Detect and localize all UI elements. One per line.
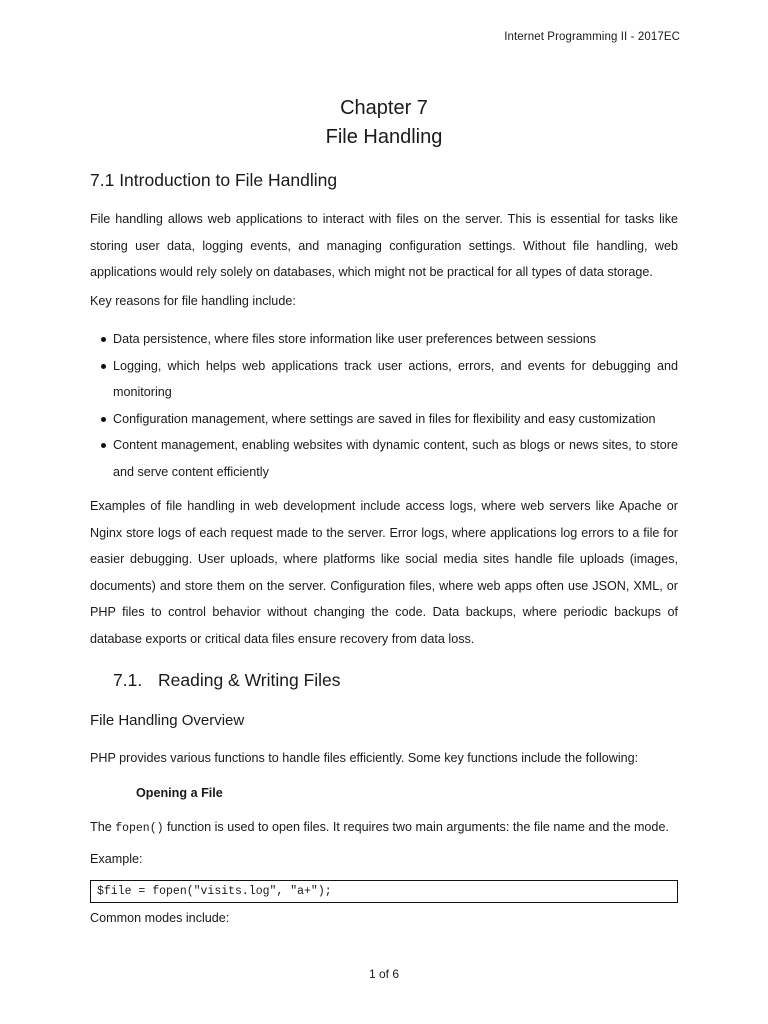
section-number: 7.1. <box>113 670 143 690</box>
common-modes-label: Common modes include: <box>90 911 230 925</box>
list-item-text: Logging, which helps web applications track user actions, errors, and events for debugging and monitoring <box>113 358 678 399</box>
chapter-name: File Handling <box>325 126 443 148</box>
list-item-text: Data persistence, where files store information like user preferences between sessions <box>113 332 596 346</box>
list-item <box>90 326 678 353</box>
bullet-icon <box>101 364 106 369</box>
fopen-text-before: The <box>90 820 116 834</box>
list-item <box>90 353 678 406</box>
list-item <box>90 432 678 485</box>
chapter-number: Chapter 7 <box>340 97 428 119</box>
bullet-icon <box>101 443 106 448</box>
list-item-text: Content management, enabling websites with dynamic content, such as blogs or news sites, to store and serve content efficiently <box>113 438 678 479</box>
page-number: 1 of 6 <box>368 967 400 981</box>
section-title: Reading & Writing Files <box>158 670 341 690</box>
example-label: Example: <box>90 852 143 866</box>
code-example-box: $file = fopen("visits.log", "a+"); <box>90 880 678 903</box>
fopen-text-after: function is used to open files. It requires two main arguments: the file name and the mode. <box>163 820 669 834</box>
section-heading-intro: 7.1 Introduction to File Handling <box>90 170 338 190</box>
subheading-overview: File Handling Overview <box>90 712 245 729</box>
fopen-paragraph <box>90 820 669 835</box>
list-item-text: Configuration management, where settings are saved in files for flexibility and easy customization <box>113 411 656 426</box>
intro-paragraph: File handling allows web applications to interact with files on the server. This is essential for tasks like storing user data, logging events, and managing configuration settings. Without file handling, web applications would rely solely on databases, which might not be practical for all types of data storage. <box>90 212 678 279</box>
opening-file-heading: Opening a File <box>136 786 223 800</box>
bullet-icon <box>101 417 106 422</box>
list-item <box>90 406 678 433</box>
key-reasons-list <box>90 326 678 485</box>
running-header: Internet Programming II - 2017EC <box>504 31 680 43</box>
fopen-code: fopen() <box>115 822 164 835</box>
chapter-title <box>0 94 768 152</box>
section-heading-reading-writing <box>113 670 341 691</box>
examples-paragraph: Examples of file handling in web development include access logs, where web servers like Apache or Nginx store logs of each request made to the server. Error logs, where applications log errors to a file for easier debugging. User uploads, where platforms like social media sites handle file uploads (images, documents) and store them on the server. Configuration files, where web apps often use JSON, XML, or PHP files to control behavior without changing the code. Data backups, where periodic backups of database exports or critical data files ensure recovery from data loss. <box>90 499 678 646</box>
key-reasons-lead: Key reasons for file handling include: <box>90 294 296 308</box>
overview-paragraph: PHP provides various functions to handle files efficiently. Some key functions include the following: <box>90 751 639 765</box>
bullet-icon <box>101 337 106 342</box>
